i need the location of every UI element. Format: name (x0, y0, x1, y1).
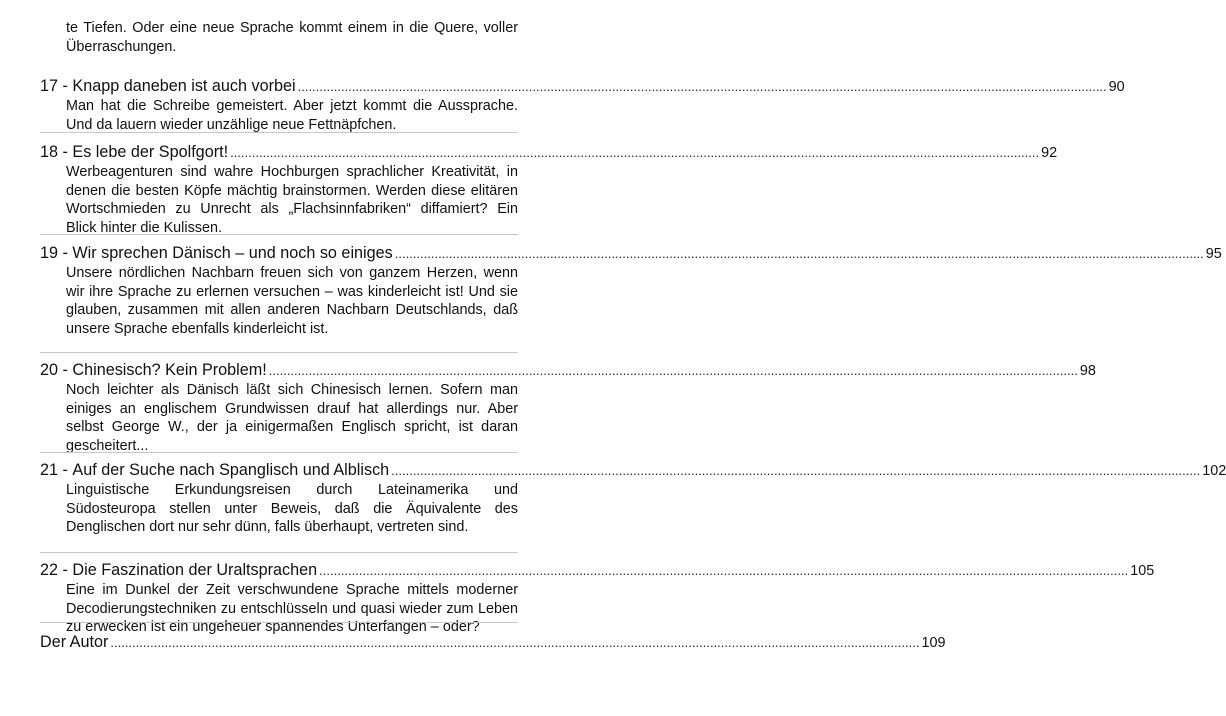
entry-title: Der Autor (40, 633, 109, 651)
toc-entry-18 (40, 142, 1058, 237)
entry-separator: - (58, 361, 73, 379)
toc-entry-row[interactable] (40, 632, 946, 653)
toc-entry-row[interactable] (40, 76, 1125, 97)
entry-separator: - (58, 244, 73, 262)
dot-leader: ................................................................................................................................................................................................................................ (110, 635, 920, 650)
dot-leader: ................................................................................................................................................................................................................................ (297, 79, 1107, 94)
entry-number: 18 (40, 143, 59, 161)
entry-description: Man hat die Schreibe gemeistert. Aber jetzt kommt die Aussprache. Und da lauern wieder unzählige neue Fettnäpfchen. (66, 98, 518, 133)
entry-separator: - (58, 143, 73, 161)
entry-page-number: 92 (1041, 145, 1058, 161)
entry-page-number: 95 (1205, 246, 1222, 262)
entry-description: Linguistische Erkundungsreisen durch Lateinamerika und Südosteuropa stellen unter Beweis, daß die Äquivalente des Denglischen dort nur sehr dünn, falls überhaupt, vertreten sind. (66, 482, 518, 535)
entry-description: Unsere nördlichen Nachbarn freuen sich von ganzem Herzen, wenn wir ihre Sprache zu erlernen versuchen – was kinderleicht ist! Und sie glauben, zusammen mit allen anderen Nachbarn Deutschlands, daß unsere Sprache ebenfalls kinderleicht ist. (66, 265, 518, 337)
entry-divider (40, 452, 518, 453)
entry-page-number: 109 (921, 635, 946, 651)
entry-description: Eine im Dunkel der Zeit verschwundene Sprache mittels moderner Decodierungstechniken zu entschlüsseln und quasi wieder zum Leben zu erwecken ist ein ungeheuer spannendes Unterfangen – oder? (66, 582, 518, 635)
entry-separator: - (58, 561, 73, 579)
dot-leader: ................................................................................................................................................................................................................................ (230, 145, 1040, 160)
entry-page-number: 105 (1130, 563, 1155, 579)
dot-leader: ................................................................................................................................................................................................................................ (319, 563, 1129, 578)
entry-description: Noch leichter als Dänisch läßt sich Chinesisch lernen. Sofern man einiges an englischem Grundwissen drauf hat allerdings nur. Aber selbst George W., der ja einigermaßen Englisch spricht, ist daran gescheitert... (66, 382, 518, 454)
entry-divider (40, 552, 518, 553)
toc-entry-19 (40, 243, 1222, 338)
entry-divider (40, 622, 518, 623)
entry-page-number: 98 (1079, 363, 1096, 379)
entry-page-number: 90 (1108, 79, 1125, 95)
toc-entry-author (40, 632, 946, 653)
entry-number: 19 (40, 244, 59, 262)
entry-divider (40, 352, 518, 353)
entry-separator: - (58, 77, 73, 95)
toc-entry-22 (40, 560, 1155, 637)
toc-entry-17 (40, 76, 1125, 134)
toc-entry-row[interactable] (40, 142, 1058, 163)
toc-entry-row[interactable] (40, 460, 1226, 481)
entry-divider (40, 132, 518, 133)
entry-number: 17 (40, 77, 59, 95)
entry-number: 22 (40, 561, 59, 579)
toc-entry-row[interactable] (40, 243, 1222, 264)
toc-entry-row[interactable] (40, 360, 1096, 381)
entry-title: Wir sprechen Dänisch – und noch so einiges (72, 244, 393, 262)
entry-title: Chinesisch? Kein Problem! (72, 361, 267, 379)
toc-entry-row[interactable] (40, 560, 1155, 581)
toc-entry-21 (40, 460, 1226, 537)
entry-divider (40, 234, 518, 235)
entry-separator: - (58, 461, 73, 479)
dot-leader: ................................................................................................................................................................................................................................ (391, 463, 1201, 478)
entry-number: 21 (40, 461, 59, 479)
entry-title: Die Faszination der Uraltsprachen (72, 561, 318, 579)
entry-title: Es lebe der Spolfgort! (72, 143, 229, 161)
entry-title: Knapp daneben ist auch vorbei (72, 77, 296, 95)
dot-leader: ................................................................................................................................................................................................................................ (394, 246, 1204, 261)
entry-title: Auf der Suche nach Spanglisch und Alblisch (72, 461, 390, 479)
entry-description: Werbeagenturen sind wahre Hochburgen sprachlicher Kreativität, in denen die besten Köpfe mächtig brainstormen. Werden diese elitären Wortschmieden zu Unrecht als „Flachsinnfabriken“ diffamiert? Ein Blick hinter die Kulissen. (66, 164, 518, 236)
entry-number: 20 (40, 361, 59, 379)
toc-entry-20 (40, 360, 1096, 455)
entry-page-number: 102 (1202, 463, 1226, 479)
continued-description: te Tiefen. Oder eine neue Sprache kommt einem in die Quere, voller Überraschungen. (66, 20, 518, 55)
dot-leader: ................................................................................................................................................................................................................................ (268, 363, 1078, 378)
